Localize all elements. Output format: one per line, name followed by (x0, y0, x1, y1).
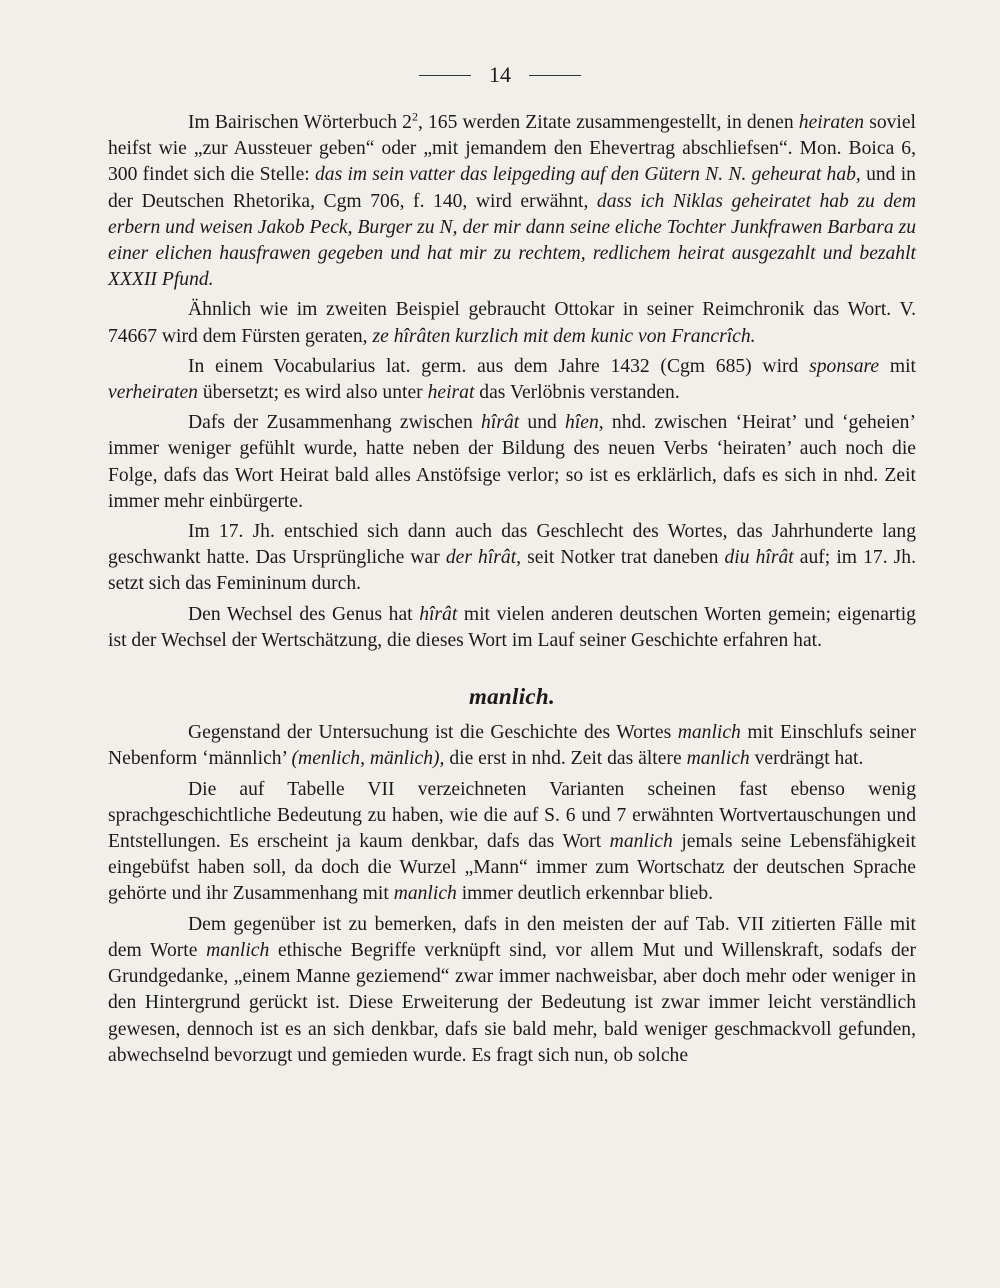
paragraph-1 (108, 110, 916, 293)
text-run: jemals seine Lebensfähigkeit eingebüfst haben soll, da doch die Wurzel „Mann“ immer zum Wortschatz der deutschen Sprache gehörte und ihr Zusammenhang mit (108, 831, 916, 905)
italic-run: hîen, (565, 412, 604, 434)
text-run: übersetzt; es wird also unter (197, 382, 428, 404)
italic-run: heirat (427, 382, 475, 404)
text-run: die erst in nhd. Zeit das ältere (444, 748, 687, 770)
italic-run: verheiraten (108, 382, 198, 404)
text-run: nhd. zwischen ‘Heirat’ und ‘geheien’ immer weniger gefühlt wurde, hatte neben der Bildung des neuen Verbs ‘heiraten’ auch noch die Folge, dafs das Wort Heirat bald alles Anstöfsige verlor; so ist es erklärlich, dafs es sich in nhd. Zeit immer mehr einbürgerte. (108, 412, 916, 512)
header-rule-right (529, 75, 581, 76)
italic-run: manlich (609, 831, 673, 853)
italic-run: hîrât (419, 603, 458, 625)
paragraph-8 (108, 777, 916, 908)
text-run: In einem Vocabularius lat. germ. aus dem Jahre 1432 (Cgm 685) wird (188, 355, 810, 377)
italic-run: manlich (677, 722, 741, 744)
italic-run: das im sein vatter das leipgeding auf den Gütern N. N. geheurat hab, (314, 164, 861, 186)
italic-run: manlich (206, 939, 270, 961)
text-run: auf; im 17. Jh. setzt sich das Femininum durch. (108, 547, 916, 595)
text-run: und in der Deutschen Rhetorika, Cgm 706, f. 140, wird erwähnt, (108, 164, 916, 212)
text-run: Im 17. Jh. entschied sich dann auch das Geschlecht des Wortes, das Jahrhunderte lang geschwankt hatte. Das Ursprüngliche war (108, 521, 916, 569)
section-heading: manlich. (468, 684, 556, 710)
text-run: Im Bairischen Wörterbuch 2 (188, 112, 412, 133)
paragraph-5 (108, 519, 916, 598)
paragraph-7 (108, 720, 916, 772)
text-run: Dafs der Zusammenhang zwischen (188, 412, 482, 434)
italic-run: manlich (686, 748, 750, 770)
italic-run: hîrât (481, 412, 520, 434)
text-run: mit (879, 355, 917, 377)
page-header (0, 62, 1000, 88)
page-number: 14 (489, 62, 511, 87)
text-run: das Verlöbnis verstanden. (474, 382, 680, 404)
paragraph-6 (108, 602, 916, 654)
text-run: Den Wechsel des Genus hat (188, 603, 420, 625)
text-run: Ähnlich wie im zweiten Beispiel gebraucht Ottokar in seiner Reimchronik das Wort. V. 74667 wird dem Fürsten geraten, (108, 299, 916, 347)
italic-run: (menlich, mänlich), (291, 748, 445, 770)
text-run: Dem gegenüber ist zu bemerken, dafs in den meisten der auf Tab. VII zitierten Fälle mit dem Worte (108, 913, 916, 961)
text-run: mit vielen anderen deutschen Worten gemein; eigenartig ist der Wechsel der Wertschätzung, die dieses Wort im Lauf seiner Geschichte erfahren hat. (108, 603, 916, 651)
text-run: und (519, 412, 566, 434)
text-run: Gegenstand der Untersuchung ist die Geschichte des Wortes (188, 722, 678, 744)
body-text (108, 110, 916, 1073)
paragraph-4 (108, 410, 916, 515)
header-rule-left (419, 75, 471, 76)
text-run: mit Einschlufs seiner Nebenform ‘männlich’ (108, 722, 917, 770)
text-run: , 165 werden Zitate zusammengestellt, in denen (417, 112, 799, 133)
italic-run: heiraten (798, 112, 865, 133)
italic-run: sponsare (809, 355, 880, 377)
italic-run: ze hîrâten kurzlich mit dem kunic von Francrîch. (372, 325, 756, 347)
superscript: 2 (411, 109, 418, 124)
italic-run: manlich (393, 883, 457, 905)
text-run: verdrängt hat. (749, 748, 864, 770)
italic-run: dass ich Niklas geheiratet hab zu dem erbern und weisen Jakob Peck, Burger zu N, der mir dann seine eliche Tochter Junkfrawen Barbara zu einer elichen hausfrawen gegeben und hat mir zu rechtem, redlichem heirat ausgezahlt und bezahlt XXXII Pfund. (108, 190, 917, 291)
text-run: Die auf Tabelle VII verzeichneten Varianten scheinen fast ebenso wenig sprachgeschichtliche Bedeutung zu haben, wie die auf S. 6 und 7 erwähnten Wortvertauschungen und Entstellungen. Es erscheint ja kaum denkbar, dafs das Wort (108, 778, 916, 853)
paragraph-9 (108, 912, 916, 1069)
paragraph-2 (108, 297, 916, 349)
italic-run: diu hîrât (724, 547, 794, 569)
text-run: ethische Begriffe verknüpft sind, vor allem Mut und Willenskraft, sodafs der Grundgedanke, „einem Manne geziemend“ zwar immer nachweisbar, aber doch mehr oder weniger in den Hintergrund gerückt ist. Diese Erweiterung der Bedeutung ist zwar immer leicht verständlich gewesen, dennoch ist es an sich denkbar, dafs sie bald mehr, bald weniger geschmackvoll gefunden, abwechselnd bevorzugt und gemieden wurde. Es fragt sich nun, ob solche (108, 939, 916, 1066)
text-run: seit Notker trat daneben (521, 547, 725, 569)
paragraph-3 (108, 354, 916, 406)
text-run: soviel heifst wie „zur Aussteuer geben“ oder „mit jemandem den Ehevertrag abschliefsen“. Mon. Boica 6, 300 findet sich die Stelle: (108, 112, 917, 186)
italic-run: der hîrât, (445, 547, 522, 569)
text-run: immer deutlich erkennbar blieb. (456, 883, 714, 905)
